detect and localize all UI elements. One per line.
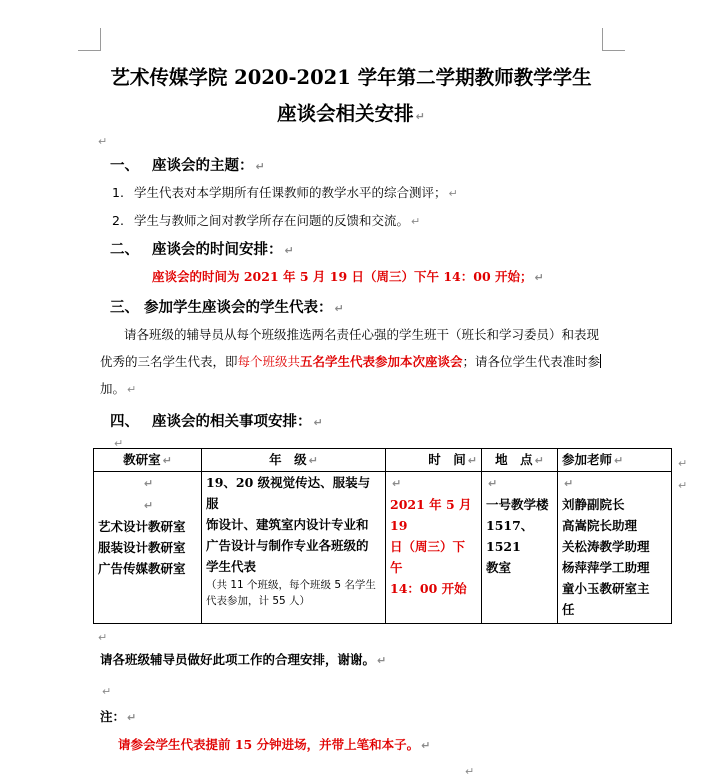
header-room: 教研室 ↵ <box>94 449 202 472</box>
cell-time: ↵ 2021 年 5 月 19 日（周三）下午 14：00 开始 <box>386 472 482 624</box>
document-title-line-2: 座谈会相关安排 ↵ <box>277 102 425 125</box>
cell-place: ↵ 一号教学楼 1517、1521 教室 <box>482 472 558 624</box>
row-end-mark: ↵ <box>678 479 688 492</box>
cell-grade: 19、20 级视觉传达、服装与服 饰设计、建筑室内设计专业和 广告设计与制作专业各班级的 学生代表 （共 11 个班级，每个班级 5 名学生 代表参加，计 55 人） <box>202 472 386 624</box>
header-teachers: 参加老师 ↵ <box>558 449 672 472</box>
section-heading-3: 三、 参加学生座谈会的学生代表： ↵ <box>110 299 344 316</box>
page-corner-mark-top-left <box>78 28 101 51</box>
table-header-row <box>94 449 672 472</box>
page-corner-mark-top-right <box>602 28 625 51</box>
arrangement-table <box>93 448 672 624</box>
paragraph-mark: ↵ <box>98 631 108 644</box>
closing-text: 请各班级辅导员做好此项工作的合理安排，谢谢。 ↵ <box>100 652 387 667</box>
theme-list-item: 2. 学生与教师之间对教学所存在问题的反馈和交流。 ↵ <box>112 213 421 228</box>
section-heading-1: 一、 座谈会的主题： ↵ <box>110 157 265 174</box>
paragraph-mark: ↵ <box>102 685 112 698</box>
section-heading-4: 四、 座谈会的相关事项安排： ↵ <box>110 413 323 430</box>
cell-teachers: ↵ 刘静副院长 高嵩院长助理 关松涛教学助理 杨萍萍学工助理 童小玉教研室主 任 <box>558 472 672 624</box>
header-time: 时 间 ↵ <box>386 449 482 472</box>
paragraph-mark: ↵ <box>465 765 475 778</box>
row-end-mark: ↵ <box>678 457 688 470</box>
meeting-time-text: 座谈会的时间为 2021 年 5 月 19 日（周三）下午 14：00 开始； ↵ <box>152 269 544 284</box>
theme-list-item: 1. 学生代表对本学期所有任课教师的教学水平的综合测评； ↵ <box>112 185 458 200</box>
cell-rooms: ↵ ↵ 艺术设计教研室 服装设计教研室 广告传媒教研室 <box>94 472 202 624</box>
representatives-paragraph-line-2: 优秀的三名学生代表，即每个班级共五名学生代表参加本次座谈会；请各位学生代表准时参 <box>100 354 601 369</box>
section-heading-2: 二、 座谈会的时间安排： ↵ <box>110 241 294 258</box>
paragraph-mark: ↵ <box>114 437 124 450</box>
text-cursor <box>600 354 601 368</box>
table-row <box>94 472 672 624</box>
document-title-line-1: 艺术传媒学院 2020-2021 学年第二学期教师教学学生 <box>110 66 592 89</box>
representatives-paragraph-line-3: 加。 ↵ <box>100 381 137 396</box>
header-grade: 年 级 ↵ <box>202 449 386 472</box>
paragraph-mark: ↵ <box>98 135 108 148</box>
note-text: 请参会学生代表提前 15 分钟进场，并带上笔和本子。 ↵ <box>118 737 431 752</box>
note-label: 注： ↵ <box>100 709 137 724</box>
representatives-paragraph-line-1: 请各班级的辅导员从每个班级推选两名责任心强的学生班干（班长和学习委员）和表现 <box>124 327 600 342</box>
header-place: 地 点 ↵ <box>482 449 558 472</box>
